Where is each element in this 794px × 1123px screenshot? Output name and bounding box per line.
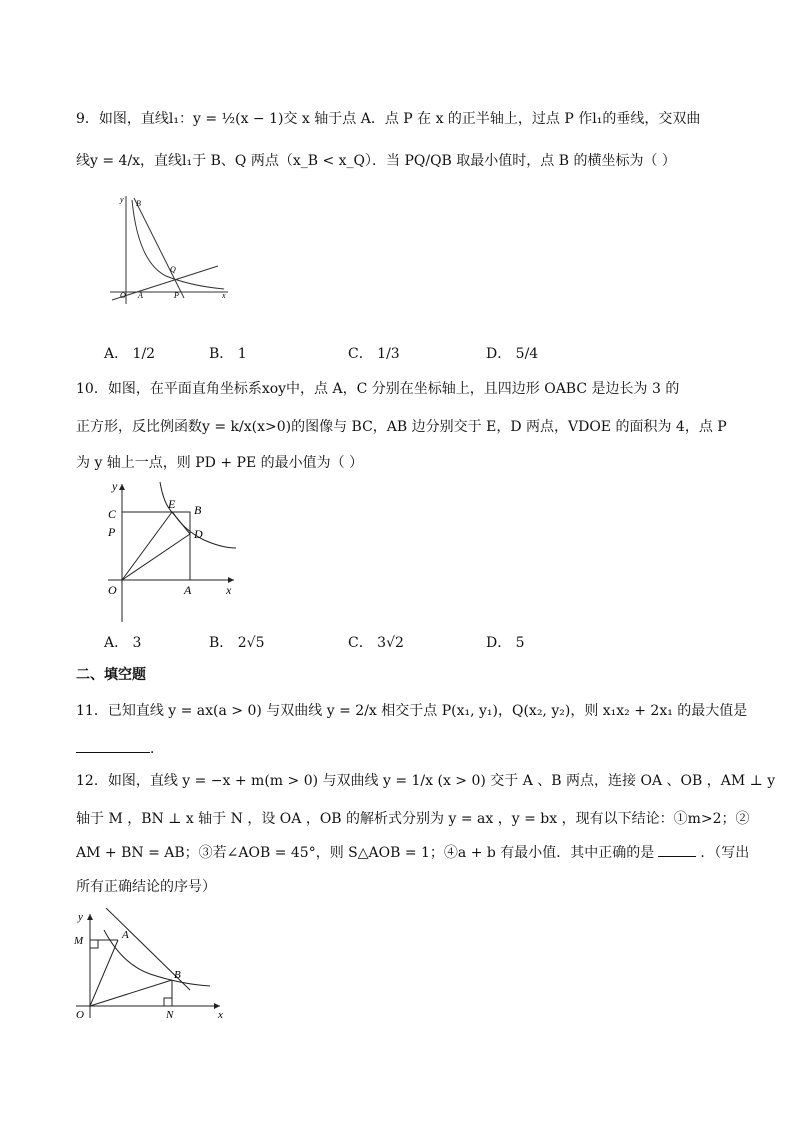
q11-line-1: 11．已知直线 y = ax(a > 0) 与双曲线 y = 2/x 相交于点 P(x₁, y₁)，Q(x₂, y₂)，则 x₁x₂ + 2x₁ 的最大值是 — [76, 703, 748, 719]
q9-hyperbola — [132, 200, 224, 289]
q10-label-y: y — [112, 479, 118, 493]
q10-label-P: P — [108, 525, 116, 539]
q10-label-B: B — [194, 503, 202, 517]
q10-label-x: x — [226, 583, 232, 597]
q12-OB — [90, 980, 172, 1006]
section-title-fill-in: 二、填空题 — [76, 667, 146, 683]
q12-line-1: 12．如图，直线 y = −x + m(m > 0) 与双曲线 y = 1/x (x > 0) 交于 A 、B 两点，连接 OA 、OB ，AM ⊥ y — [76, 773, 776, 789]
q9-label-Q: Q — [170, 265, 176, 274]
q9-choice-c[interactable]: C． 1/3 — [348, 346, 400, 362]
q9-label-y: y — [120, 195, 124, 204]
q12-figure — [70, 908, 230, 1024]
q12-answer-blank[interactable] — [658, 844, 696, 857]
q9-line-1: 9．如图，直线l₁：y = ½(x − 1)交 x 轴于点 A．点 P 在 x 的正半轴上，过点 P 作l₁的垂线，交双曲 — [76, 111, 701, 127]
q10-choice-c[interactable]: C． 3√2 — [348, 635, 404, 651]
q11-answer-blank[interactable] — [76, 740, 150, 753]
q9-line-l1 — [112, 266, 218, 300]
q10-label-E: E — [168, 497, 176, 511]
q9-figure — [106, 192, 236, 308]
q12-right-angle-M — [90, 940, 98, 948]
q10-choice-b[interactable]: B． 2√5 — [209, 635, 265, 651]
q10-y-arrow — [119, 484, 125, 490]
q10-choice-a[interactable]: A． 3 — [104, 635, 142, 651]
q10-label-C: C — [108, 507, 117, 521]
q12-label-O: O — [76, 1009, 84, 1021]
q10-label-D: D — [194, 527, 203, 541]
q10-line-3: 为 y 轴上一点，则 PD + PE 的最小值为（ ） — [76, 455, 364, 471]
q10-label-A: A — [184, 583, 192, 597]
q12-line-4: 所有正确结论的序号） — [76, 879, 216, 895]
q11-line-2 — [76, 738, 164, 758]
q10-label-O: O — [108, 583, 117, 597]
q9-label-O: O — [120, 291, 126, 300]
q12-line-3-b: ．（写出 — [700, 845, 750, 861]
q12-label-x: x — [218, 1009, 223, 1021]
q12-line-3-a: AM + BN = AB；③若∠AOB = 45°，则 S△AOB = 1；④a + b 有最小值．其中正确的是 — [76, 845, 655, 861]
q12-line-3 — [76, 842, 749, 862]
q12-label-M: M — [74, 935, 84, 947]
q9-perpendicular — [134, 198, 184, 298]
q12-label-y: y — [78, 911, 83, 923]
q9-choice-b[interactable]: B． 1 — [209, 346, 247, 362]
q12-y-arrow — [87, 914, 93, 920]
q12-line-2: 轴于 M ，BN ⊥ x 轴于 N ，设 OA ，OB 的解析式分别为 y = ax ，y = bx ，现有以下结论：①m>2；② — [76, 811, 750, 827]
q9-line-2: 线y = 4/x，直线l₁于 B、Q 两点（x_B < x_Q）．当 PQ/QB 取最小值时，点 B 的横坐标为（ ） — [76, 153, 676, 169]
q10-choice-d[interactable]: D． 5 — [486, 635, 525, 651]
q12-label-A: A — [122, 929, 129, 941]
q9-label-x: x — [222, 291, 226, 300]
q10-line-1: 10．如图，在平面直角坐标系xoy中，点 A，C 分别在坐标轴上，且四边形 OABC 是边长为 3 的 — [76, 381, 680, 397]
q11-line-2-tail: ． — [150, 741, 164, 757]
q12-right-angle-N — [164, 998, 172, 1006]
q10-ED — [172, 512, 190, 534]
q9-choice-a[interactable]: A． 1/2 — [104, 346, 156, 362]
q10-OD — [122, 534, 190, 580]
q9-label-P: P — [174, 291, 179, 300]
q10-figure — [102, 478, 242, 624]
q9-choice-d[interactable]: D． 5/4 — [486, 346, 539, 362]
q10-OE — [122, 512, 172, 580]
q12-label-N: N — [166, 1009, 174, 1021]
q9-label-A: A — [138, 291, 143, 300]
q12-OA — [90, 940, 118, 1006]
q10-line-2: 正方形，反比例函数y = k/x(x>0)的图像与 BC，AB 边分别交于 E，D 两点，VDOE 的面积为 4，点 P — [76, 419, 727, 435]
q12-label-B: B — [174, 969, 181, 981]
q9-label-B: B — [136, 199, 141, 208]
